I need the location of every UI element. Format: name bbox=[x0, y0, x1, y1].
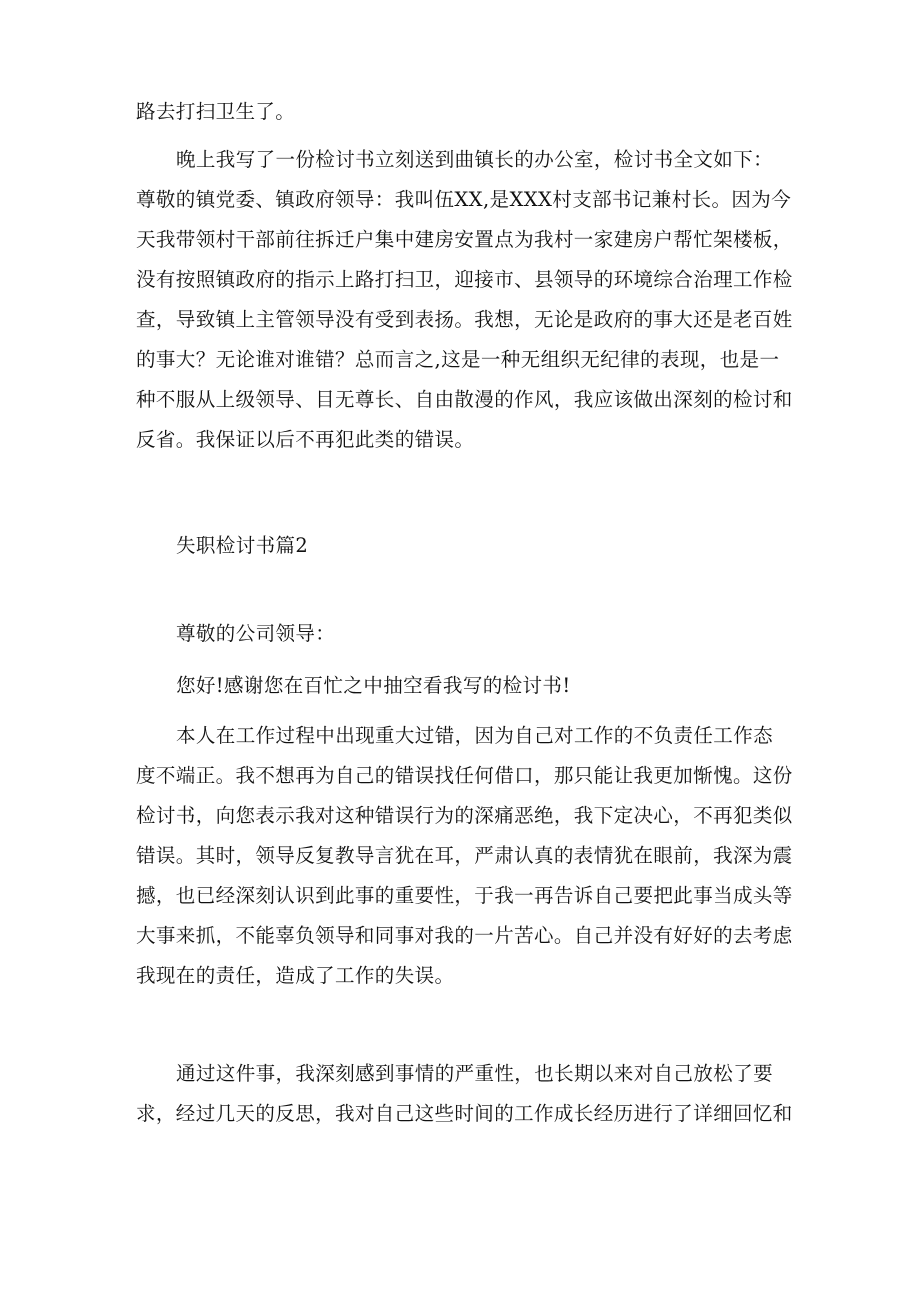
text-line: 反省。我保证以后不再犯此类的错误。 bbox=[136, 428, 475, 451]
paragraph-self-criticism-2 bbox=[136, 716, 796, 996]
text-line: 查，导致镇上主管领导没有受到表扬。我想，无论是政府的事大还是老百姓 bbox=[136, 308, 793, 331]
section-heading bbox=[136, 526, 796, 566]
text-line: 种不服从上级领导、目无尊长、自由散漫的作风，我应该做出深刻的检讨和 bbox=[136, 388, 793, 411]
salutation-text: 尊敬的公司领导： bbox=[176, 622, 336, 645]
text-line: 没有按照镇政府的指示上路打扫卫，迎接市、县领导的环境综合治理工作检 bbox=[136, 268, 793, 291]
paragraph-continuation bbox=[136, 92, 796, 132]
text-line: 路去打扫卫生了。 bbox=[136, 100, 296, 123]
salutation bbox=[136, 614, 796, 654]
text-line: 晚上我写了一份检讨书立刻送到曲镇长的办公室，检讨书全文如下： bbox=[176, 148, 774, 171]
greeting-text: 您好!感谢您在百忙之中抽空看我写的检讨书! bbox=[176, 674, 571, 697]
paragraph-reflection bbox=[136, 1054, 796, 1134]
text-line: 的事大？无论谁对谁错？总而言之,这是一种无组织无纪律的表现，也是一 bbox=[136, 348, 780, 371]
text-line: 检讨书，向您表示我对这种错误行为的深痛恶绝，我下定决心，不再犯类似 bbox=[136, 804, 793, 827]
text-line: 本人在工作过程中出现重大过错，因为自己对工作的不负责任工作态 bbox=[176, 724, 774, 747]
paragraph-self-criticism-1 bbox=[136, 140, 796, 460]
text-line: 度不端正。我不想再为自己的错误找任何借口，那只能让我更加惭愧。这份 bbox=[136, 764, 793, 787]
greeting bbox=[136, 666, 796, 706]
text-line: 大事来抓，不能辜负领导和同事对我的一片苦心。自己并没有好好的去考虑 bbox=[136, 924, 793, 947]
text-line: 尊敬的镇党委、镇政府领导：我叫伍XX,是XXX村支部书记兼村长。因为今 bbox=[136, 188, 792, 211]
text-line: 撼，也已经深刻认识到此事的重要性，于我一再告诉自己要把此事当成头等 bbox=[136, 884, 793, 907]
text-line: 天我带领村干部前往拆迁户集中建房安置点为我村一家建房户帮忙架楼板， bbox=[136, 228, 793, 251]
text-line: 通过这件事，我深刻感到事情的严重性，也长期以来对自己放松了要 bbox=[176, 1062, 774, 1085]
text-line: 我现在的责任，造成了工作的失误。 bbox=[136, 964, 455, 987]
text-line: 错误。其时，领导反复教导言犹在耳，严肃认真的表情犹在眼前，我深为震 bbox=[136, 844, 793, 867]
text-line: 求，经过几天的反思，我对自己这些时间的工作成长经历进行了详细回忆和 bbox=[136, 1102, 793, 1125]
section-heading-text: 失职检讨书篇2 bbox=[176, 534, 309, 557]
